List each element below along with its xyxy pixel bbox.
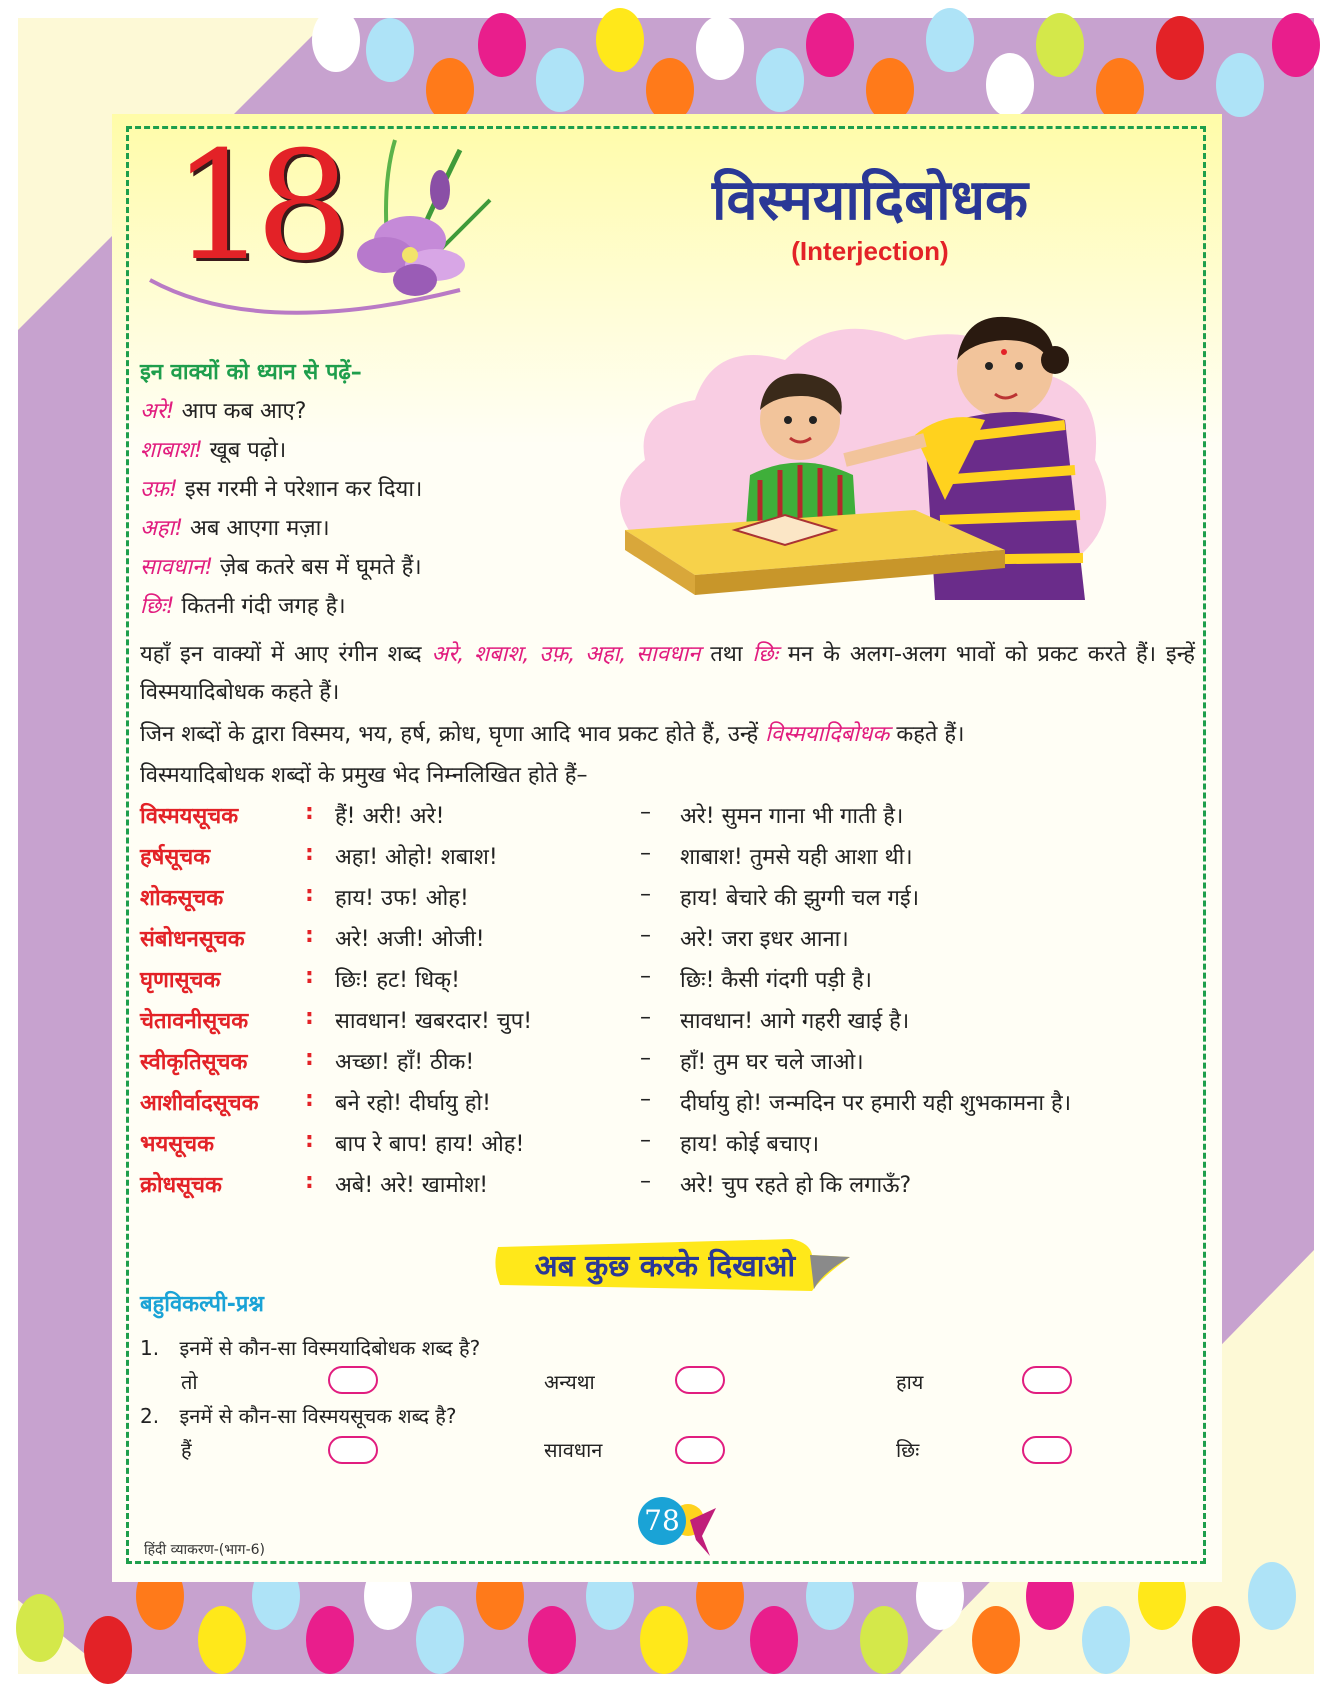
question — [140, 1334, 480, 1361]
type-name: चेतावनीसूचक — [140, 1009, 249, 1034]
type-row: विस्मयसूचक : हैं! अरी! अरे! – अरे! सुमन गाना भी गाती है। — [140, 800, 904, 829]
example-sentence: अरे! आप कब आए? — [140, 399, 307, 424]
type-example: हाय! कोई बचाए। — [680, 1132, 820, 1157]
type-example: हाय! बेचारे की झुग्गी चल गई। — [680, 886, 920, 911]
type-example: हाँ! तुम घर चले जाओ। — [680, 1050, 864, 1075]
interjection-word: छिः! — [140, 594, 175, 619]
intro-heading: इन वाक्यों को ध्यान से पढ़ें– — [140, 360, 362, 385]
question — [140, 1402, 457, 1429]
interjection-word: सावधान! — [140, 555, 214, 580]
type-row: चेतावनीसूचक : सावधान! खबरदार! चुप! – सावधान! आगे गहरी खाई है। — [140, 1005, 910, 1034]
type-name: घृणासूचक — [140, 968, 221, 993]
type-name: भयसूचक — [140, 1132, 214, 1157]
question-number: 2. — [140, 1404, 160, 1428]
type-name: क्रोधसूचक — [140, 1173, 222, 1198]
type-name: आशीर्वादसूचक — [140, 1091, 259, 1116]
option-label: अन्यथा — [544, 1370, 595, 1394]
type-example: अरे! सुमन गाना भी गाती है। — [680, 804, 904, 829]
question-text: इनमें से कौन-सा विस्मयादिबोधक शब्द है? — [179, 1336, 481, 1360]
type-row: स्वीकृतिसूचक : अच्छा! हाँ! ठीक! – हाँ! तुम घर चले जाओ। — [140, 1046, 864, 1075]
interjection-word: शाबाश! — [140, 438, 203, 463]
example-sentence: शाबाश! खूब पढ़ो। — [140, 438, 287, 463]
chapter-subtitle: (Interjection) — [791, 236, 949, 266]
types-intro: विस्मयादिबोधक शब्दों के प्रमुख भेद निम्नलिखित होते हैं– — [140, 763, 588, 788]
type-words: हाय! उफ! ओह! — [335, 886, 469, 911]
type-name: शोकसूचक — [140, 886, 224, 911]
option-label: हैं — [181, 1438, 192, 1462]
type-example: अरे! जरा इधर आना। — [680, 927, 849, 952]
question-text: इनमें से कौन-सा विस्मयसूचक शब्द है? — [179, 1404, 457, 1428]
type-row: क्रोधसूचक : अबे! अरे! खामोश! – अरे! चुप रहते हो कि लगाऊँ? — [140, 1169, 912, 1198]
type-example: अरे! चुप रहते हो कि लगाऊँ? — [680, 1173, 912, 1198]
type-words: अच्छा! हाँ! ठीक! — [335, 1050, 475, 1075]
mcq-heading: बहुविकल्पी-प्रश्न — [140, 1292, 264, 1317]
type-example: दीर्घायु हो! जन्मदिन पर हमारी यही शुभकामना है। — [680, 1091, 1072, 1116]
type-words: छिः! हट! धिक्! — [335, 968, 460, 993]
definition-paragraph: जिन शब्दों के द्वारा विस्मय, भय, हर्ष, क्रोध, घृणा आदि भाव प्रकट होते हैं, उन्हें विस्मयादिबोधक कहते हैं। — [140, 722, 965, 747]
answer-box[interactable] — [675, 1436, 725, 1464]
answer-box[interactable] — [328, 1436, 378, 1464]
type-example: सावधान! आगे गहरी खाई है। — [680, 1009, 910, 1034]
answer-box[interactable] — [675, 1366, 725, 1394]
type-name: विस्मयसूचक — [140, 804, 239, 829]
page-number: 78 — [638, 1497, 686, 1545]
type-row: हर्षसूचक : अहा! ओहो! शबाश! – शाबाश! तुमसे यही आशा थी। — [140, 841, 913, 870]
option-label: तो — [181, 1370, 198, 1394]
type-words: अरे! अजी! ओजी! — [335, 927, 485, 952]
answer-box[interactable] — [1022, 1366, 1072, 1394]
answer-box[interactable] — [1022, 1436, 1072, 1464]
option-label: हाय — [896, 1370, 924, 1394]
answer-box[interactable] — [328, 1366, 378, 1394]
type-words: बने रहो! दीर्घायु हो! — [335, 1091, 491, 1116]
type-words: अहा! ओहो! शबाश! — [335, 845, 498, 870]
type-row: घृणासूचक : छिः! हट! धिक्! – छिः! कैसी गंदगी पड़ी है। — [140, 964, 872, 993]
type-words: हैं! अरी! अरे! — [335, 804, 445, 829]
example-sentence: सावधान! ज़ेब कतरे बस में घूमते हैं। — [140, 555, 422, 580]
type-words: सावधान! खबरदार! चुप! — [335, 1009, 533, 1034]
interjection-word: उफ़! — [140, 477, 178, 502]
type-row: आशीर्वादसूचक : बने रहो! दीर्घायु हो! – दीर्घायु हो! जन्मदिन पर हमारी यही शुभकामना है। — [140, 1087, 1072, 1116]
example-sentence: अहा! अब आएगा मज़ा। — [140, 516, 330, 541]
type-row: शोकसूचक : हाय! उफ! ओह! – हाय! बेचारे की झुग्गी चल गई। — [140, 882, 920, 911]
option-label: सावधान — [544, 1438, 603, 1462]
interjection-word: अहा! — [140, 516, 184, 541]
activity-banner: अब कुछ करके दिखाओ — [534, 1249, 796, 1284]
type-example: शाबाश! तुमसे यही आशा थी। — [680, 845, 913, 870]
type-row: संबोधनसूचक : अरे! अजी! ओजी! – अरे! जरा इधर आना। — [140, 923, 849, 952]
flower-illustration — [140, 120, 500, 330]
question-number: 1. — [140, 1336, 160, 1360]
chapter-title: विस्मयादिबोधक — [711, 168, 1029, 233]
type-words: अबे! अरे! खामोश! — [335, 1173, 489, 1198]
type-name: हर्षसूचक — [140, 845, 211, 870]
mother-son-illustration — [585, 300, 1125, 630]
option-label: छिः — [896, 1438, 920, 1462]
type-name: संबोधनसूचक — [140, 927, 245, 952]
type-name: स्वीकृतिसूचक — [140, 1050, 248, 1075]
book-footer: हिंदी व्याकरण-(भाग-6) — [144, 1542, 265, 1558]
type-example: छिः! कैसी गंदगी पड़ी है। — [680, 968, 872, 993]
example-sentence: छिः! कितनी गंदी जगह है। — [140, 594, 346, 619]
example-sentence: उफ़! इस गरमी ने परेशान कर दिया। — [140, 477, 423, 502]
type-row: भयसूचक : बाप रे बाप! हाय! ओह! – हाय! कोई बचाए। — [140, 1128, 820, 1157]
chapter-number: 18 — [172, 120, 339, 294]
interjection-word: अरे! — [140, 399, 175, 424]
explanation-paragraph: यहाँ इन वाक्यों में आए रंगीन शब्द अरे, शबाश, उफ़, अहा, सावधान तथा छिः मन के अलग-अलग भावों को प्रकट करते हैं। इन्हें विस्मयादिबोधक कहते हैं। — [140, 642, 1195, 705]
type-words: बाप रे बाप! हाय! ओह! — [335, 1132, 525, 1157]
